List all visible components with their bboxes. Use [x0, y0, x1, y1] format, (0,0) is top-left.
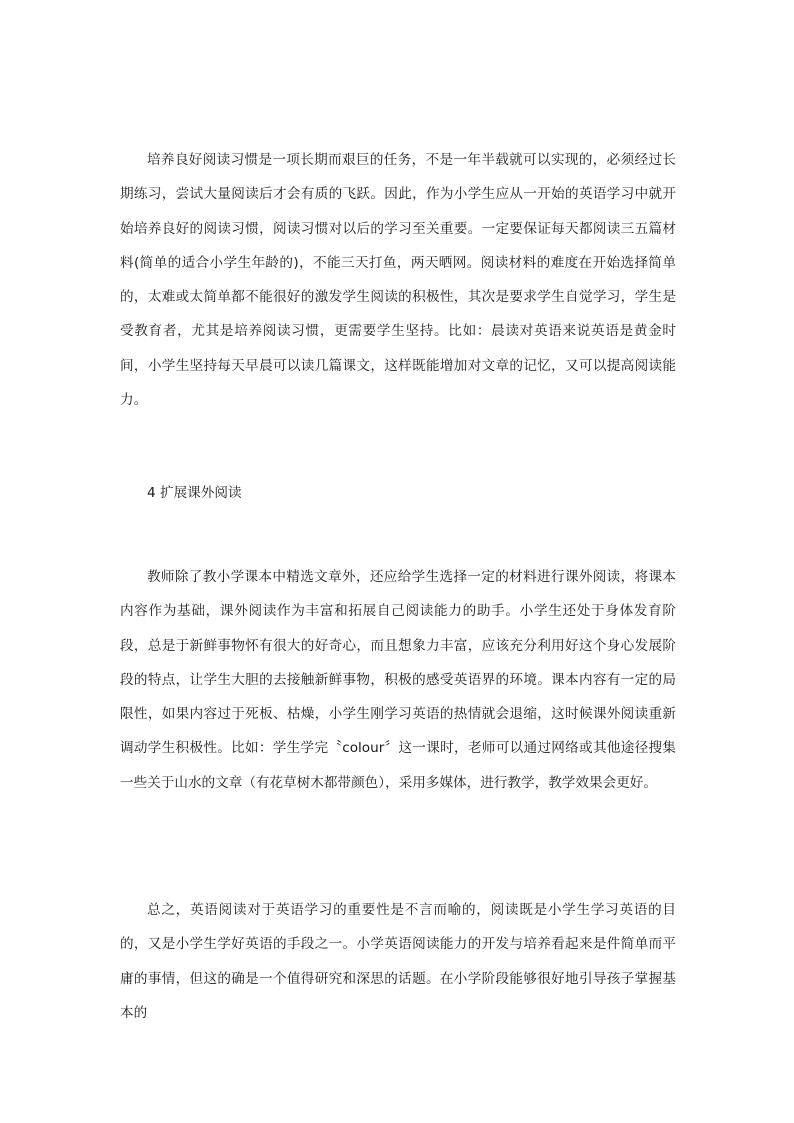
paragraph-extracurricular-reading: 教师除了教小学课本中精选文章外，还应给学生选择一定的材料进行课外阅读，将课本内容作为基础，课外阅读作为丰富和拓展自己阅读能力的助手。小学生还处于身体发育阶段，总是于新鲜事物怀有很大的好奇心，而且想象力丰富，应该充分利用好这个身心发展阶段的特点，让学生大胆的去接触新鲜事物，积极的感受英语界的环境。课本内容有一定的局限性，如果内容过于死板、枯燥，小学生刚学习英语的热情就会退缩，这时候课外阅读重新调动学生积极性。比如：学生学完〝colour〞这一课时，老师可以通过网络或其他途径搜集一些关于山水的文章（有花草树木都带颜色），采用多媒体，进行教学，教学效果会更好。	[120, 569, 676, 791]
section-heading-extracurricular-reading: 4 扩展课外阅读	[147, 485, 242, 501]
paragraph-reading-habits: 培养良好阅读习惯是一项长期而艰巨的任务，不是一年半载就可以实现的，必须经过长期练习，尝试大量阅读后才会有质的飞跃。因此，作为小学生应从一开始的英语学习中就开始培养良好的阅读习惯，阅读习惯对以后的学习至关重要。一定要保证每天都阅读三五篇材料(简单的适合小学生年龄的)，不能三天打鱼，两天晒网。阅读材料的难度在开始选择简单的，太难或太简单都不能很好的激发学生阅读的积极性，其次是要求学生自觉学习，学生是受教育者，尤其是培养阅读习惯，更需要学生坚持。比如：晨读对英语来说英语是黄金时间，小学生坚持每天早晨可以读几篇课文，这样既能增加对文章的记忆，又可以提高阅读能力。	[120, 152, 676, 409]
paragraph-conclusion: 总之，英语阅读对于英语学习的重要性是不言而喻的，阅读既是小学生学习英语的目的，又是小学生学好英语的手段之一。小学英语阅读能力的开发与培养看起来是件简单而平庸的事情，但这的确是一个值得研究和深思的话题。在小学阶段能够很好地引导孩子掌握基本的	[120, 902, 676, 1021]
